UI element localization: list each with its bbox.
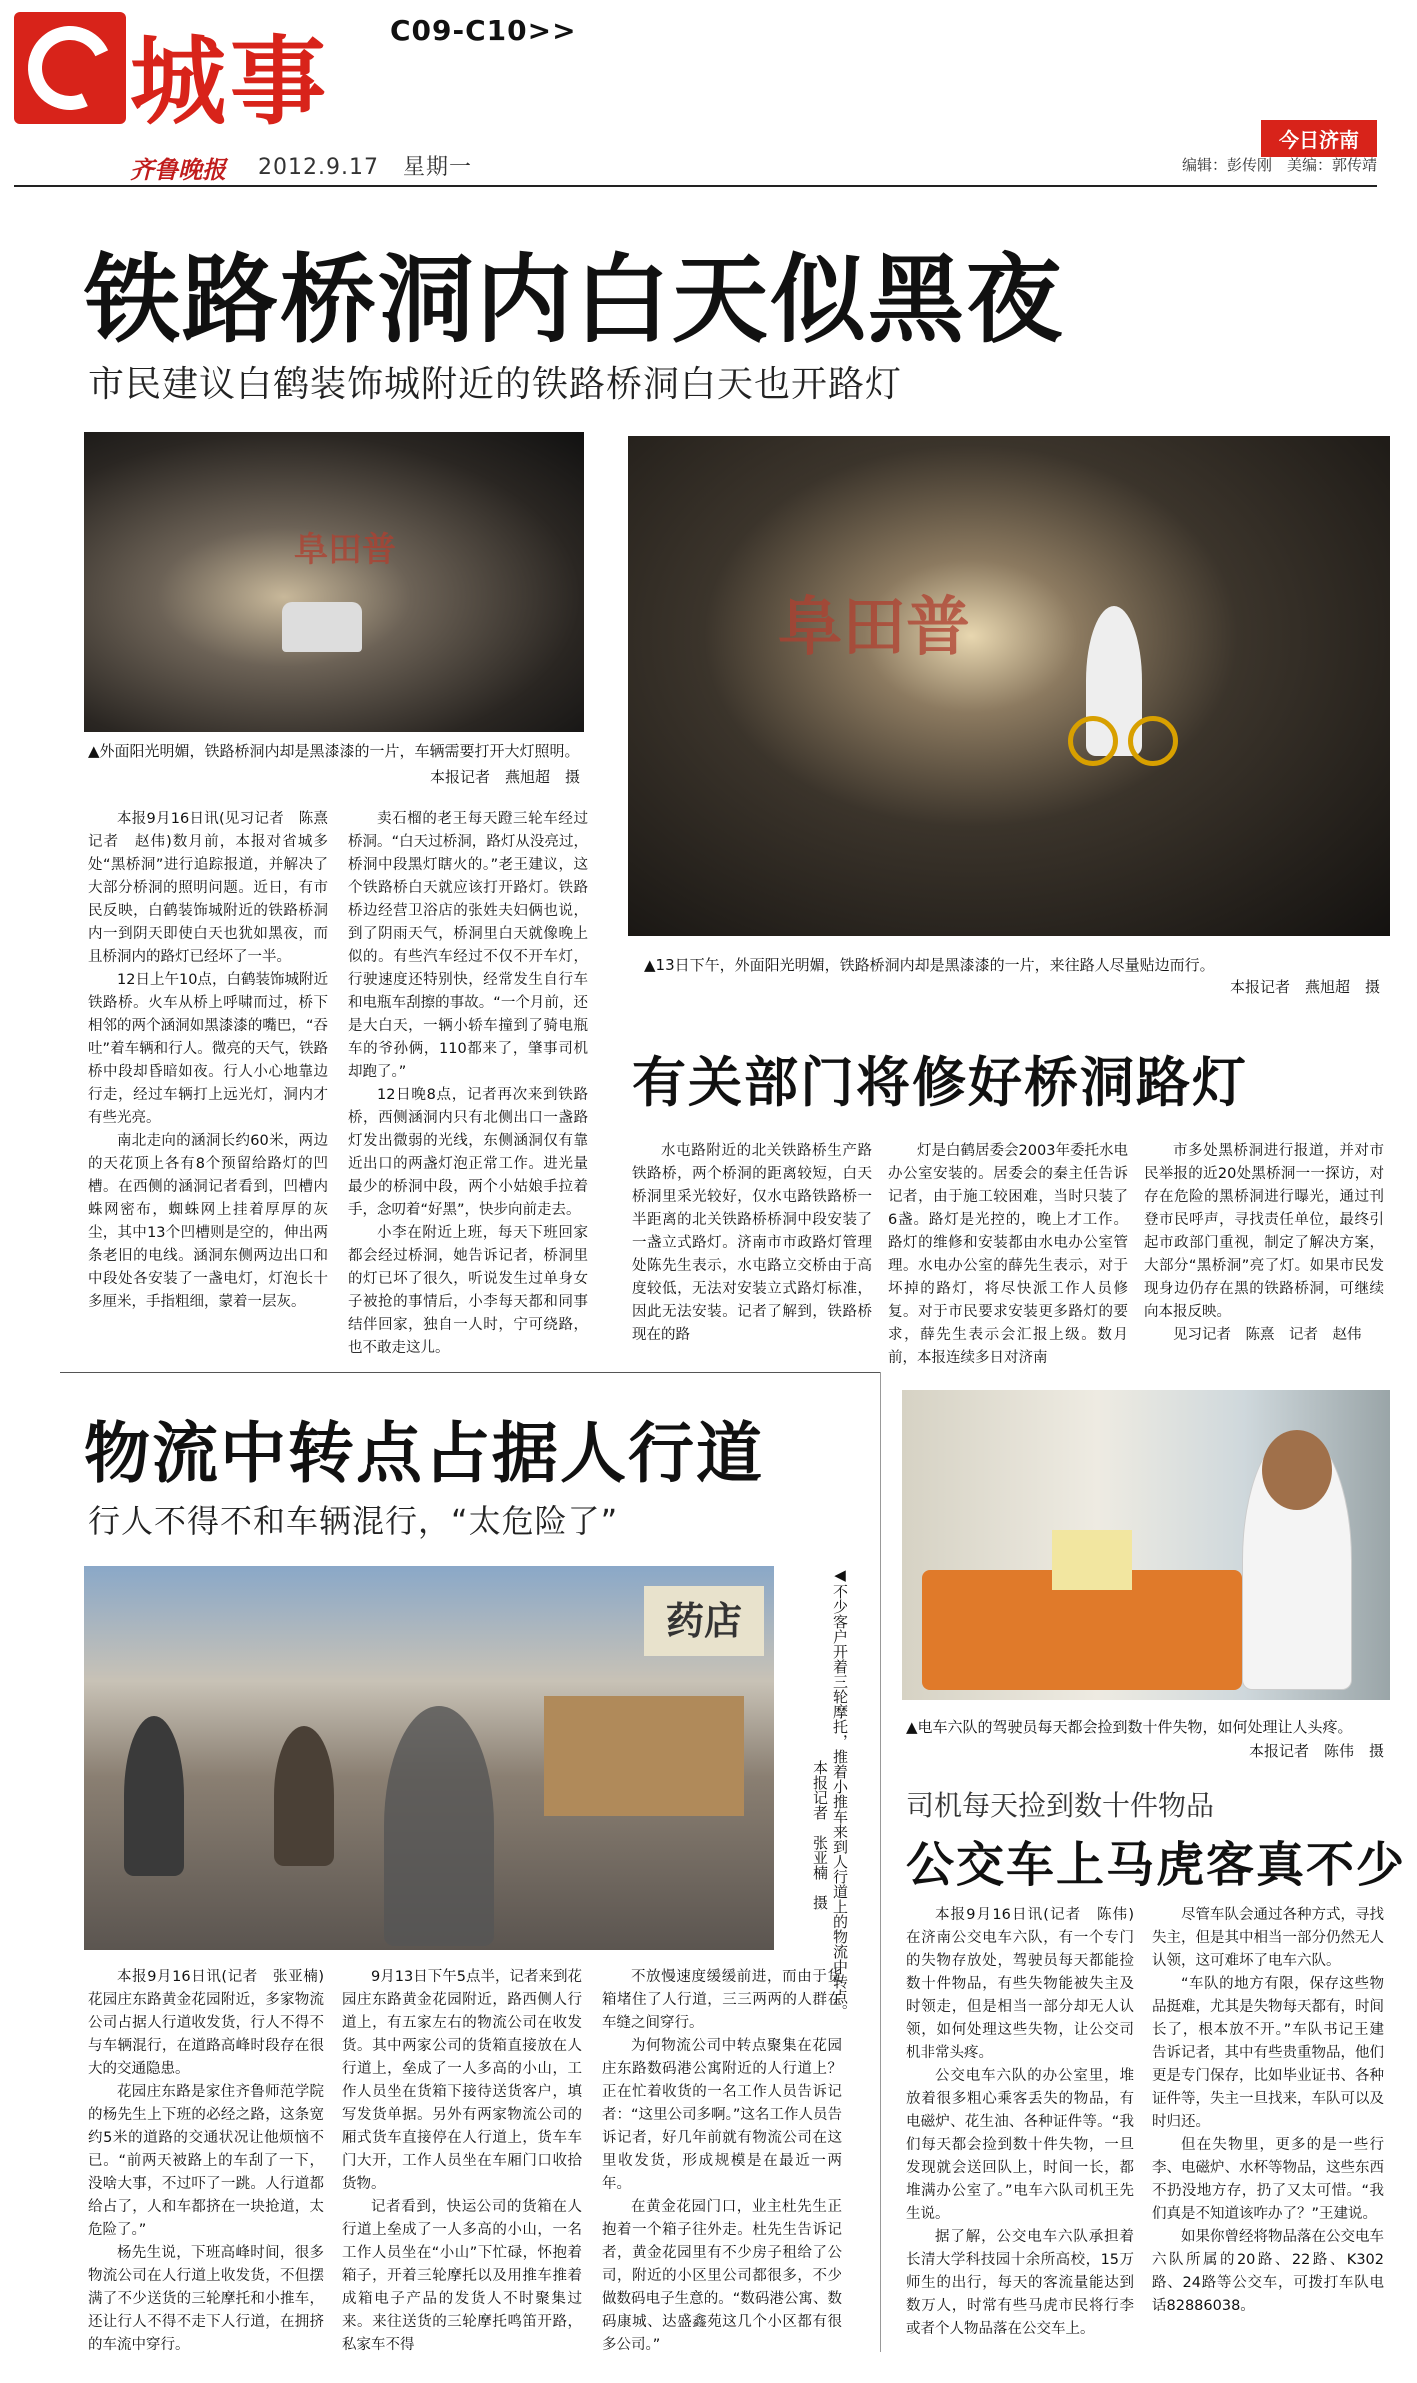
driver-head (1262, 1430, 1332, 1510)
motorcyclist-figure (274, 1726, 334, 1866)
pedestrian-figure (384, 1706, 494, 1946)
story2-column-3: 不放慢速度缓缓前进，而由于货箱堵住了人行道，三三两两的人群在车缝之间穿行。 为何物流公司中转点聚集在花园庄东路数码港公寓附近的人行道上？正在忙着收货的一名工作人员告诉记者：“这里公司多啊。”这名工作人员告诉记者，好几年前就有物流公司在这里收发货，形成规模是在最近一两年。 在黄金花园门口，业主杜先生正抱着一个箱子往外走。杜先生告诉记者，黄金花园里有不少房子租给了公司，附近的小区里公司都很多，不少做数码电子生意的。“数码港公寓、数码康城、达盛鑫苑这几个小区都有很多公司。” (602, 1969, 842, 2353)
page-range: C09-C10>> (390, 14, 577, 47)
editors-credit: 编辑：彭传刚 美编：郭传靖 (1181, 156, 1377, 174)
story3-column-1: 本报9月16日讯(记者 陈伟) 在济南公交电车六队，有一个专门的失物存放处，驾驶员每天都能捡数十件物品，有些失物能被失主及时领走，但是相当一部分却无人认领，如何处理这些失物，让公交司机非常头疼。 公交电车六队的办公室里，堆放着很多粗心乘客丢失的物品，有电磁炉、花生油、各种证件等。“我们每天都会捡到数十件失物，一旦发现就会送回队上，时间一长，都堆满办公室了。”电车六队司机王先生说。 据了解，公交电车六队承担着长清大学科技园十余所高校，15万师生的出行，每天的客流量能达到数万人，时常有些马虎市民将行李或者个人物品落在公交车上。 (906, 1907, 1149, 2337)
story2-subhead: 行人不得不和车辆混行，“太危险了” (88, 1502, 619, 1540)
stacked-boxes (544, 1696, 744, 1816)
issue-date: 2012.9.17 (258, 155, 379, 180)
car-shape (282, 602, 362, 652)
lost-items-box (1052, 1530, 1132, 1590)
photo1-credit: 本报记者 燕旭超 摄 (429, 768, 580, 786)
story3-column-2: 尽管车队会通过各种方式，寻找失主，但是其中相当一部分仍然无人认领，这可难坏了电车六队。 “车队的地方有限，保存这些物品挺难，尤其是失物每天都有，时间长了，根本放不开。”车队书记王建告诉记者，其中有些贵重物品，他们更是专门保存，比如毕业证书、各种证件等，失主一旦找来，车队可以及时归还。 但在失物里，更多的是一些行李、电磁炉、水杯等物品，这些东西不扔没地方存，扔了又太可惜。“我们真是不知道该咋办了？”王建说。 如果你曾经将物品落在公交电车六队所属的20路、22路、K302路、24路等公交车，可拨打车队电话82886038。 (1152, 1907, 1384, 2314)
story2-column-2: 9月13日下午5点半，记者来到花园庄东路黄金花园附近，路西侧人行道上，有五家左右的物流公司在收发货。其中两家公司的货箱直接放在人行道上，垒成了一人多高的小山，工作人员坐在货箱下接待送货客户，填写发货单据。另外有两家物流公司的厢式货车直接停在人行道上，货车车门大开，工作人员坐在车厢门口收拾货物。 记者看到，快运公司的货箱在人行道上垒成了一人多高的小山，一名工作人员坐在“小山”下忙碌，怀抱着箱子，开着三轮摩托以及用推车推着成箱电子产品的发货人不时聚集过来。来往送货的三轮摩托鸣笛开路，私家车不得 (342, 1969, 582, 2353)
story2-column-1: 本报9月16日讯(记者 张亚楠) 花园庄东路黄金花园附近，多家物流公司占据人行道收发货，行人不得不与车辆混行，在道路高峰时段存在很大的交通隐患。 花园庄东路是家住齐鲁师范学院的杨先生上下班的必经之路，这条宽约5米的道路的交通状况让他烦恼不已。“前两天被路上的车刮了一下，没啥大事，不过吓了一跳。人行道都给占了，人和车都挤在一块抢道，太危险了。” 杨先生说，下班高峰时间，很多物流公司在人行道上收发货，不但摆满了不少送货的三轮摩托和小推车，还让行人不得不走下人行道，在拥挤的车流中穿行。 (88, 1969, 339, 2353)
section-logo-icon (14, 12, 126, 124)
motorcyclist-figure (124, 1716, 184, 1876)
story1-subhead: 市民建议白鹤装饰城附近的铁路桥洞白天也开路灯 (88, 364, 903, 405)
shop-sign: 药店 (644, 1586, 764, 1656)
tunnel-photo-car: 阜田普 (84, 432, 584, 732)
photo1-caption: ▲外面阳光明媚，铁路桥洞内却是黑漆漆的一片，车辆需要打开大灯照明。 (88, 742, 580, 760)
bicycle-wheel-icon (1068, 716, 1118, 766)
story1-sub-column-2: 灯是白鹤居委会2003年委托水电办公室安装的。居委会的秦主任告诉记者，由于施工较困难，当时只装了6盏。路灯是光控的，晚上才工作。路灯的维修和安装都由水电办公室管理。水电办公室的薛先生表示，对于坏掉的路灯，将尽快派工作人员修复。对于市民要求安装更多路灯的要求，薛先生表示会汇报上级。数月前，本报连续多日对济南 (888, 1143, 1128, 1366)
photo2-caption: ▲13日下午，外面阳光明媚，铁路桥洞内却是黑漆漆的一片，来往路人尽量贴边而行。 (644, 956, 1215, 974)
story3-headline: 公交车上马虎客真不少 (906, 1837, 1407, 1893)
story1-sub-column-1: 水屯路附近的北关铁路桥生产路铁路桥，两个桥洞的距离较短，白天桥洞里采光较好，仅水屯路铁路桥一半距离的北关铁路桥桥洞中段安装了一盏立式路灯。济南市市政路灯管理处陈先生表示，水屯路立交桥由于高度较低，无法对安装立式路灯标准，因此无法安装。记者了解到，铁路桥现在的路 (632, 1143, 872, 1343)
story2-headline: 物流中转点占据人行道 (84, 1415, 764, 1492)
photo3-side-caption: ◀不少客户开着三轮摩托，推着小推车来到人行道上的物流中转点。 (831, 1566, 849, 2019)
story1-sub-headline: 有关部门将修好桥洞路灯 (632, 1051, 1248, 1114)
story1-column-2: 卖石榴的老王每天蹬三轮车经过桥洞。“白天过桥洞，路灯从没亮过，桥洞中段黑灯瞎火的。”老王建议，这个铁路桥白天就应该打开路灯。铁路桥边经营卫浴店的张姓夫妇俩也说，到了阴雨天气，桥洞里白天就像晚上似的。有些汽车经过不仅不开车灯，行驶速度还特别快，经常发生自行车和电瓶车刮擦的事故。“一个月前，还是大白天，一辆小轿车撞到了骑电瓶车的爷孙俩，110都来了，肇事司机却跑了。” 12日晚8点，记者再次来到铁路桥，西侧涵洞内只有北侧出口一盏路灯发出微弱的光线，东侧涵洞仅有靠近出口的两盏灯泡正常工作。进光量最少的桥洞中段，两个小姑娘手拉着手，念叨着“好黑”，快步向前走去。 小李在附近上班，每天下班回家都会经过桥洞，她告诉记者，桥洞里的灯已坏了很久，听说发生过单身女子被抢的事情后，小李每天都和同事结伴回家，独自一人时，宁可绕路，也不敢走这儿。 (348, 811, 588, 1356)
photo2-credit: 本报记者 燕旭超 摄 (1229, 978, 1380, 996)
newspaper-brand: 齐鲁晚报 (130, 155, 226, 184)
column-divider (880, 1372, 881, 2352)
story-divider (60, 1372, 880, 1373)
bicycle-wheel-icon (1128, 716, 1178, 766)
story1-headline: 铁路桥洞内白天似黑夜 (84, 244, 1064, 356)
photo4-credit: 本报记者 陈伟 摄 (1248, 1742, 1384, 1760)
story1-sub-column-3: 市多处黑桥洞进行报道，并对市民举报的近20处黑桥洞一一探访，对存在危险的黑桥洞进行曝光，通过刊登市民呼声，寻找责任单位，最终引起市政部门重视，制定了解决方案，大部分“黑桥洞”亮了灯。如果市民发现身边仍存在黑的铁路桥洞，可继续向本报反映。 见习记者 陈熹 记者 赵伟 (1144, 1143, 1384, 1343)
section-title: 城事 (130, 25, 330, 138)
logistics-street-photo (84, 1566, 774, 1950)
today-badge: 今日济南 (1261, 120, 1377, 157)
issue-weekday: 星期一 (402, 155, 472, 180)
photo3-credit: 本报记者 张亚楠 摄 (811, 1760, 829, 1910)
lost-items-photo (902, 1390, 1390, 1700)
photo4-caption: ▲电车六队的驾驶员每天都会捡到数十件失物，如何处理让人头疼。 (906, 1718, 1353, 1736)
story1-column-1: 本报9月16日讯(见习记者 陈熹 记者 赵伟)数月前，本报对省城多处“黑桥洞”进行追踪报道，并解决了大部分桥洞的照明问题。近日，有市民反映，白鹤装饰城附近的铁路桥洞内一到阴天即使白天也犹如黑夜，而且桥洞内的路灯已经坏了一半。 12日上午10点，白鹤装饰城附近铁路桥。火车从桥上呼啸而过，桥下相邻的两个涵洞如黑漆漆的嘴巴，“吞吐”着车辆和行人。微亮的天气，铁路桥中段却昏暗如夜。行人小心地靠边行走，经过车辆打上远光灯，洞内才有些光亮。 南北走向的涵洞长约60米，两边的天花顶上各有8个预留给路灯的凹槽。在西侧的涵洞记者看到，凹槽内蛛网密布，蜘蛛网上挂着厚厚的灰尘，其中13个凹槽则是空的，伸出两条老旧的电线。涵洞东侧两边出口和中段处各安装了一盏电灯，灯泡长十多厘米，手指粗细，蒙着一层灰。 (88, 811, 343, 1310)
story3-kicker: 司机每天捡到数十件物品 (906, 1789, 1215, 1822)
dateline (258, 150, 472, 181)
tunnel-photo-bicycle: 阜田普 (628, 436, 1390, 936)
masthead-rule (14, 185, 1377, 187)
